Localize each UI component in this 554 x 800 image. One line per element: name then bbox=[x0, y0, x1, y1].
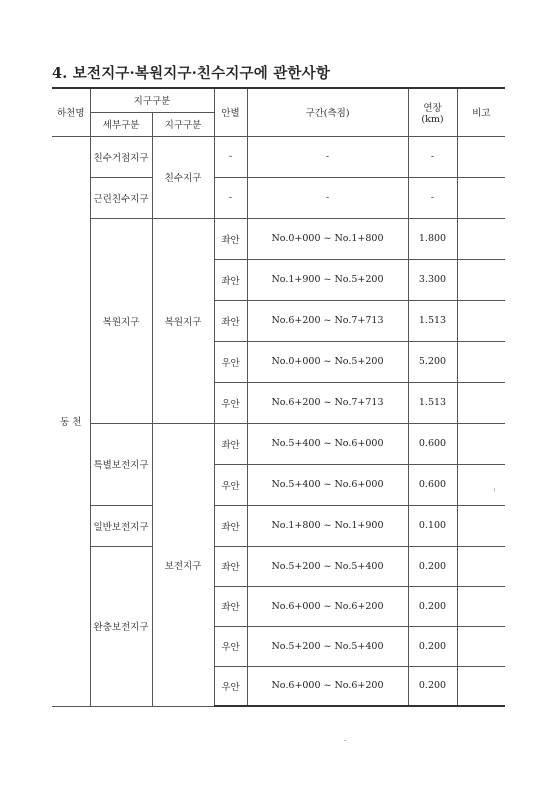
remarks-cell bbox=[457, 546, 505, 586]
length-cell: 0.200 bbox=[408, 586, 457, 626]
remarks-cell bbox=[457, 136, 505, 177]
bank-cell: 우안 bbox=[214, 626, 247, 666]
header-length-label: 연장 bbox=[423, 102, 442, 114]
section-cell: No.1+900 ~ No.5+200 bbox=[247, 259, 408, 300]
bank-cell: 좌안 bbox=[214, 218, 247, 259]
bank-cell: 좌안 bbox=[214, 505, 247, 546]
remarks-cell bbox=[457, 505, 505, 546]
bank-cell: 좌안 bbox=[214, 423, 247, 464]
remarks-cell bbox=[457, 626, 505, 666]
remarks-cell bbox=[457, 464, 505, 505]
detail-cell: 복원지구 bbox=[90, 218, 152, 423]
section-cell: No.0+000 ~ No.1+800 bbox=[247, 218, 408, 259]
bank-cell: - bbox=[214, 177, 247, 218]
remarks-cell bbox=[457, 218, 505, 259]
bank-cell: - bbox=[214, 136, 247, 177]
bank-cell: 좌안 bbox=[214, 586, 247, 626]
length-cell: 1.513 bbox=[408, 382, 457, 423]
detail-cell: 완충보전지구 bbox=[90, 546, 152, 706]
district-table bbox=[52, 87, 505, 707]
bank-cell: 우안 bbox=[214, 382, 247, 423]
header-district-type: 지구구분 bbox=[152, 112, 214, 136]
section-cell: - bbox=[247, 177, 408, 218]
remarks-cell bbox=[457, 666, 505, 706]
district-type-cell: 보전지구 bbox=[152, 423, 214, 706]
table-row bbox=[52, 177, 505, 218]
detail-cell: 근린친수지구 bbox=[90, 177, 152, 218]
bank-cell: 우안 bbox=[214, 666, 247, 706]
header-length bbox=[408, 88, 457, 136]
section-cell: No.0+000 ~ No.5+200 bbox=[247, 341, 408, 382]
remarks-cell bbox=[457, 382, 505, 423]
header-detail-class: 세부구분 bbox=[90, 112, 152, 136]
length-cell: 1.800 bbox=[408, 218, 457, 259]
length-cell: 1.513 bbox=[408, 300, 457, 341]
table-row bbox=[52, 546, 505, 586]
header-district-class: 지구구분 bbox=[90, 88, 214, 112]
length-cell: 0.600 bbox=[408, 423, 457, 464]
length-cell: 3.300 bbox=[408, 259, 457, 300]
header-row bbox=[52, 88, 505, 112]
section-cell: No.6+000 ~ No.6+200 bbox=[247, 666, 408, 706]
header-river-name: 하천명 bbox=[52, 88, 90, 136]
detail-cell: 일반보전지구 bbox=[90, 505, 152, 546]
bank-cell: 좌안 bbox=[214, 259, 247, 300]
section-cell: No.5+200 ~ No.5+400 bbox=[247, 546, 408, 586]
bank-cell: 우안 bbox=[214, 464, 247, 505]
district-type-cell: 복원지구 bbox=[152, 218, 214, 423]
section-cell: No.5+200 ~ No.5+400 bbox=[247, 626, 408, 666]
river-name-cell: 동 천 bbox=[52, 136, 90, 706]
table-row bbox=[52, 423, 505, 464]
length-cell: - bbox=[408, 136, 457, 177]
remarks-cell bbox=[457, 177, 505, 218]
header-section: 구간(측점) bbox=[247, 88, 408, 136]
length-cell: 0.100 bbox=[408, 505, 457, 546]
remarks-cell bbox=[457, 300, 505, 341]
length-cell: 0.600 bbox=[408, 464, 457, 505]
length-cell: - bbox=[408, 177, 457, 218]
section-cell: No.5+400 ~ No.6+000 bbox=[247, 464, 408, 505]
length-cell: 0.200 bbox=[408, 626, 457, 666]
detail-cell: 특별보전지구 bbox=[90, 423, 152, 505]
scan-speck bbox=[344, 740, 346, 741]
section-cell: No.1+800 ~ No.1+900 bbox=[247, 505, 408, 546]
district-type-cell: 친수지구 bbox=[152, 136, 214, 218]
page-title: 4. 보전지구·복원지구·친수지구에 관한사항 bbox=[52, 65, 331, 82]
header-bank: 안별 bbox=[214, 88, 247, 136]
section-cell: No.5+400 ~ No.6+000 bbox=[247, 423, 408, 464]
bank-cell: 우안 bbox=[214, 341, 247, 382]
length-cell: 5.200 bbox=[408, 341, 457, 382]
remarks-cell bbox=[457, 586, 505, 626]
bank-cell: 좌안 bbox=[214, 300, 247, 341]
bank-cell: 좌안 bbox=[214, 546, 247, 586]
section-cell: No.6+000 ~ No.6+200 bbox=[247, 586, 408, 626]
scan-speck bbox=[494, 488, 495, 491]
section-cell: No.6+200 ~ No.7+713 bbox=[247, 382, 408, 423]
detail-cell: 친수거점지구 bbox=[90, 136, 152, 177]
length-cell: 0.200 bbox=[408, 546, 457, 586]
header-length-unit: (km) bbox=[421, 113, 444, 125]
table-row bbox=[52, 505, 505, 546]
section-cell: - bbox=[247, 136, 408, 177]
table-row bbox=[52, 218, 505, 259]
remarks-cell bbox=[457, 423, 505, 464]
remarks-cell bbox=[457, 341, 505, 382]
section-cell: No.6+200 ~ No.7+713 bbox=[247, 300, 408, 341]
remarks-cell bbox=[457, 259, 505, 300]
table-row bbox=[52, 136, 505, 177]
header-remarks: 비고 bbox=[457, 88, 505, 136]
length-cell: 0.200 bbox=[408, 666, 457, 706]
